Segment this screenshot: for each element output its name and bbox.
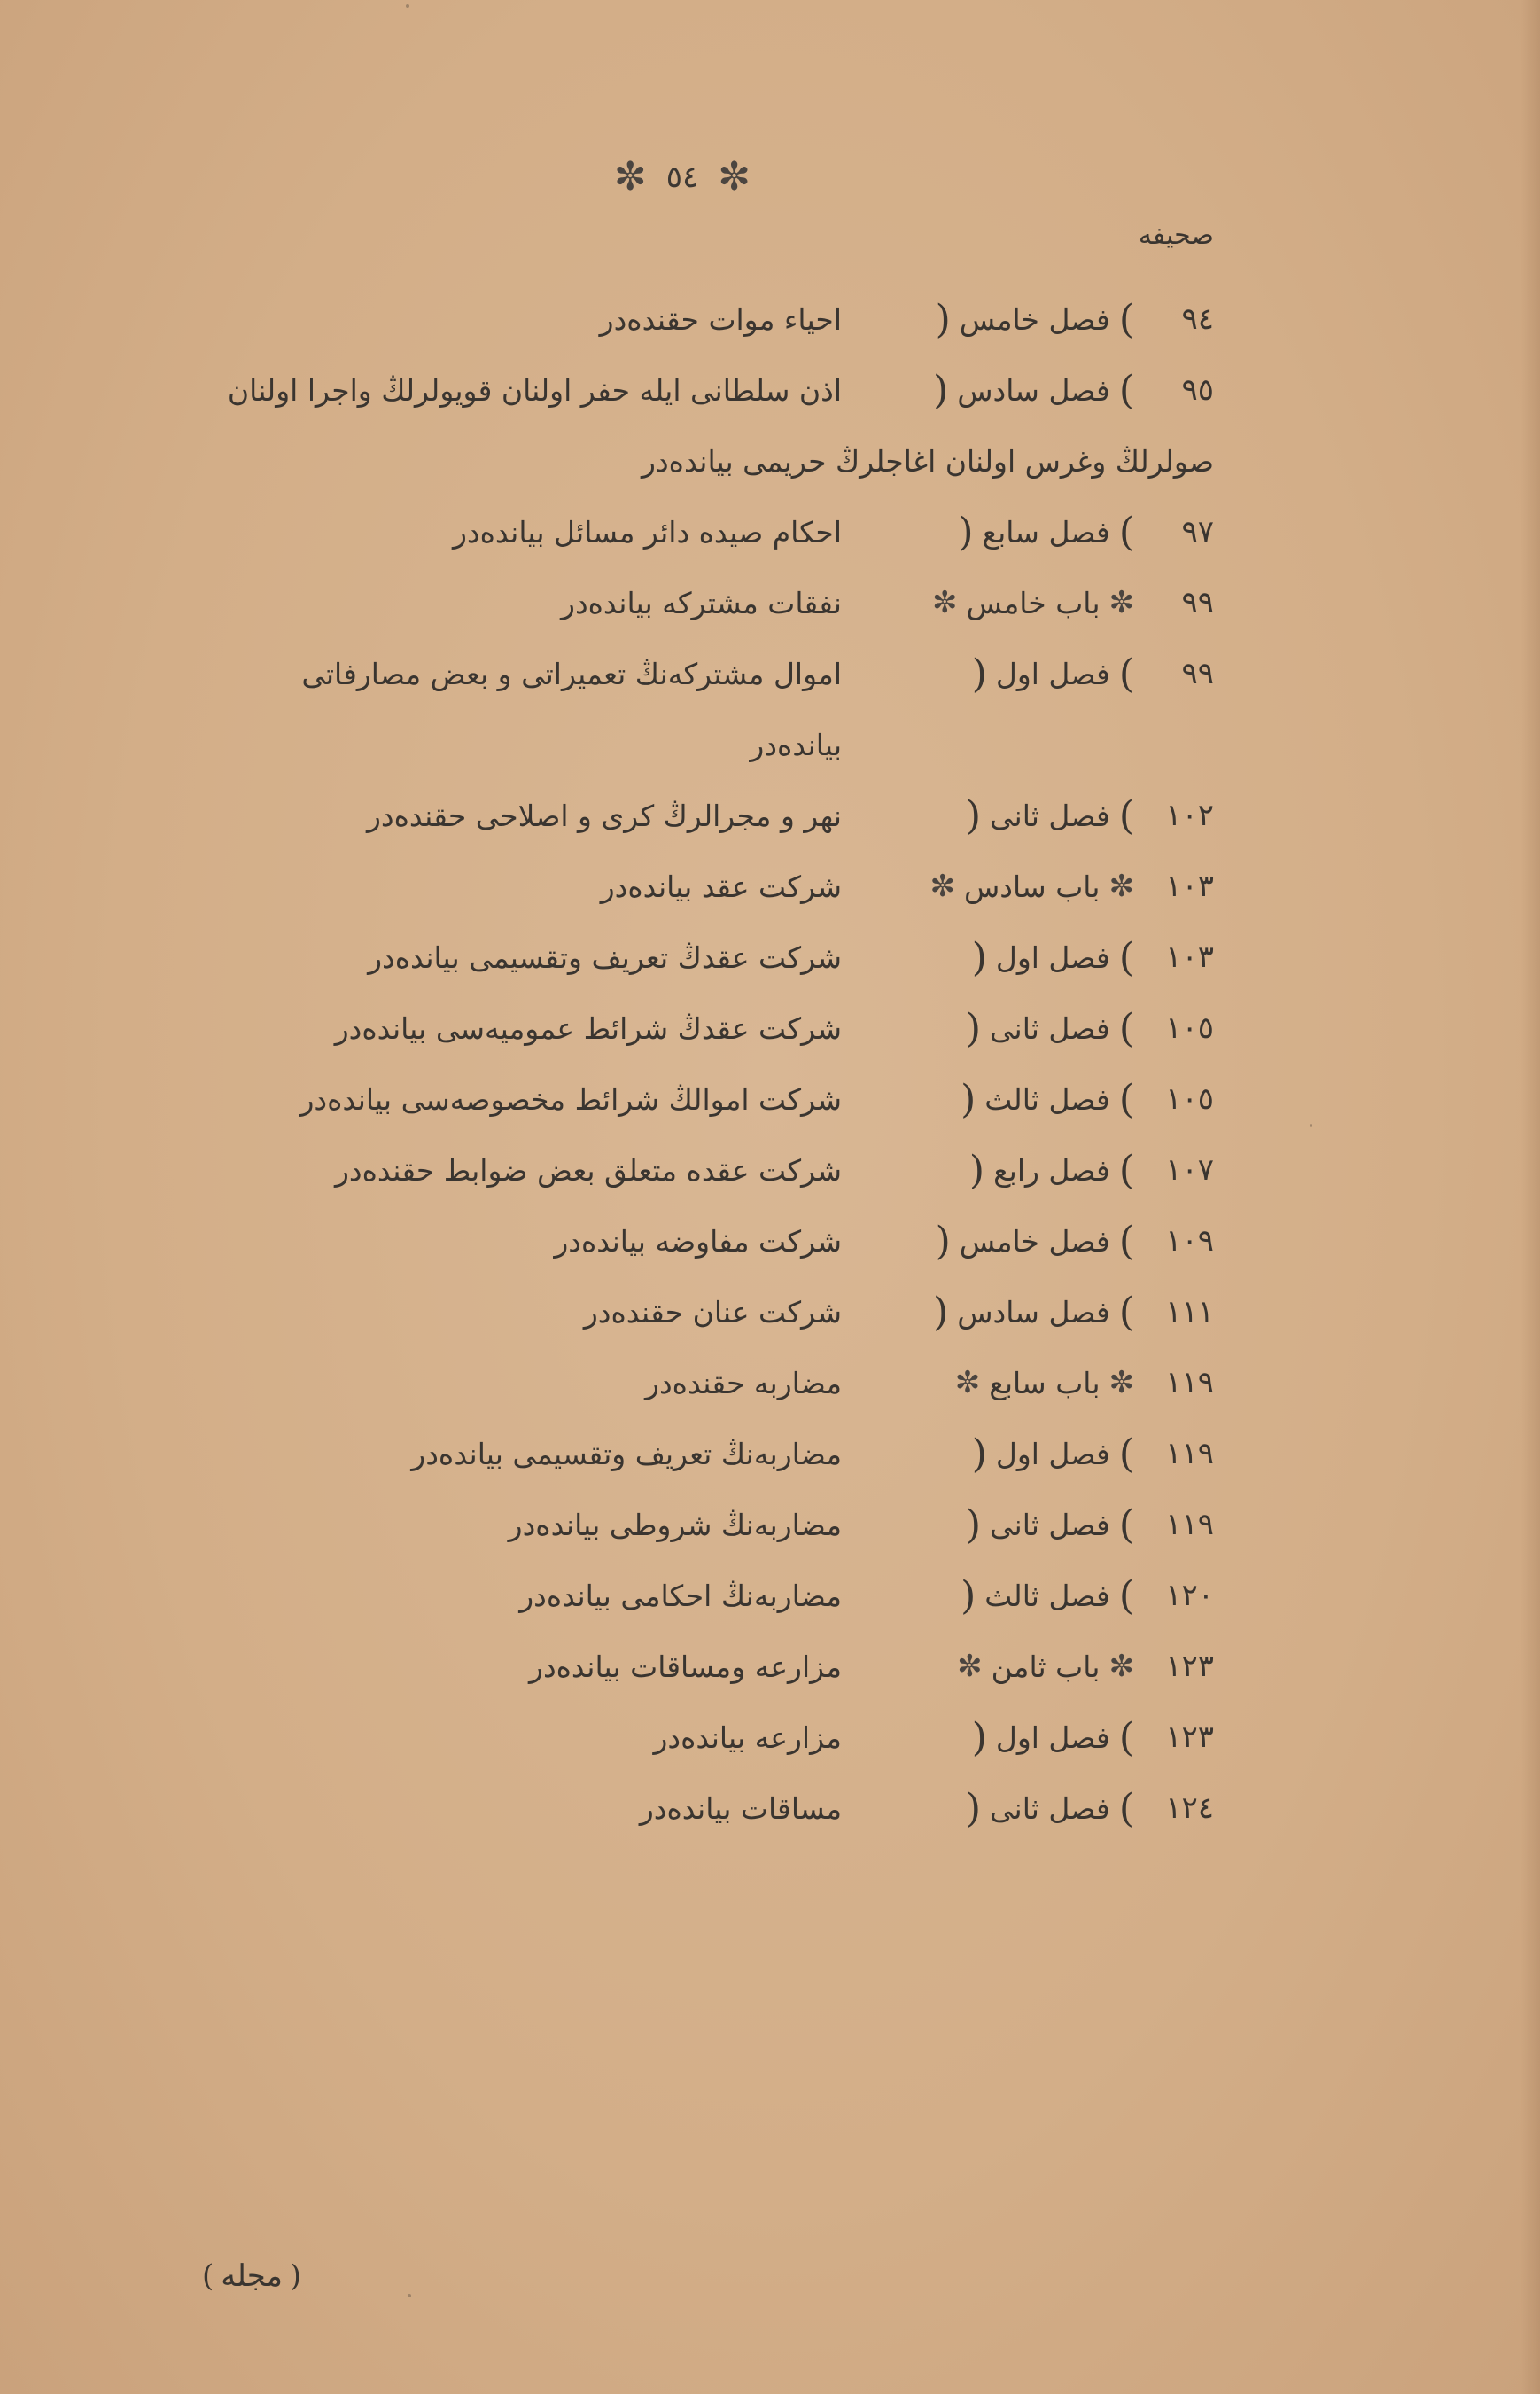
close-paren: ) [1118, 792, 1134, 838]
table-of-contents [151, 284, 1214, 1844]
toc-page-number: ١٠٩ [1165, 1223, 1214, 1259]
toc-description-continuation: بیانده‌در [750, 727, 842, 762]
label-text: فصل ثانی [990, 1507, 1110, 1542]
section-label [859, 1786, 1143, 1831]
toc-page-number: ١١٩ [1165, 1507, 1214, 1542]
toc-entry [151, 1702, 1214, 1773]
toc-description: اموال مشترکه‌نڭ تعمیراتی و بعض مصارفاتی [301, 656, 842, 691]
close-paren: ) [1118, 1005, 1134, 1051]
open-paren: ( [971, 651, 987, 697]
toc-page-number: ١٢٤ [1165, 1790, 1214, 1826]
open-paren: ( [958, 509, 974, 555]
section-label [859, 1573, 1143, 1618]
label-text: فصل ثانی [990, 1010, 1110, 1046]
open-paren: ( [965, 1005, 982, 1051]
toc-entry [151, 1276, 1214, 1347]
label-text: فصل اول [995, 940, 1110, 975]
close-paren: ) [1118, 1785, 1134, 1831]
label-text: فصل اول [995, 656, 1110, 691]
close-paren: ) [1118, 367, 1134, 413]
toc-page-number: ١٠٢ [1165, 798, 1214, 833]
open-paren: ( [961, 1076, 976, 1122]
paper-speck [406, 4, 409, 8]
flower-ornament-icon: ✼ [718, 154, 751, 199]
close-paren: ) [1118, 1147, 1134, 1193]
star-ornament-icon: ✼ [932, 585, 958, 620]
close-paren: ) [1118, 1431, 1134, 1477]
toc-description: شرکت عقد بیانده‌در [600, 869, 842, 904]
toc-description: شرکت عقده متعلق بعض ضوابط حقنده‌در [335, 1152, 842, 1188]
toc-description: نفقات مشترکه بیانده‌در [561, 585, 842, 620]
star-ornament-icon: ✼ [1108, 585, 1134, 620]
section-label [859, 935, 1143, 980]
section-label [859, 368, 1143, 413]
star-ornament-icon: ✼ [1108, 869, 1134, 904]
section-label [859, 1502, 1143, 1548]
toc-page-number: ١٠٥ [1165, 1081, 1214, 1117]
chapter-label [859, 1649, 1143, 1684]
toc-entry [151, 1631, 1214, 1702]
label-text: فصل سادس [957, 372, 1110, 408]
page-column-heading: صحیفه [1138, 220, 1214, 251]
star-ornament-icon: ✼ [1108, 1365, 1134, 1400]
open-paren: ( [965, 1501, 982, 1548]
toc-entry [151, 1418, 1214, 1489]
toc-page-number: ١١٩ [1165, 1436, 1214, 1471]
toc-entry [151, 993, 1214, 1064]
toc-description-continuation: صولرلڭ وغرس اولنان اغاجلرڭ حریمی بیانده‌در [642, 443, 1214, 479]
section-label [859, 1715, 1143, 1760]
close-paren: ) [1118, 1218, 1134, 1264]
label-text: باب خامس [966, 585, 1101, 620]
label-text: فصل سابع [982, 514, 1110, 550]
section-label [859, 1431, 1143, 1477]
toc-entry [151, 284, 1214, 355]
toc-page-number: ٩٩ [1181, 656, 1214, 691]
section-label [859, 510, 1143, 555]
page-edge-shadow [1521, 0, 1540, 2394]
toc-page-number: ١٢٣ [1165, 1719, 1214, 1755]
toc-description: مضاربه‌نڭ احکامی بیانده‌در [519, 1578, 842, 1613]
label-text: باب سابع [989, 1365, 1101, 1400]
label-text: فصل خامس [959, 1223, 1110, 1259]
toc-entry [151, 780, 1214, 851]
toc-description: مزارعه بیانده‌در [653, 1719, 842, 1755]
section-label [859, 1006, 1143, 1051]
section-label [859, 297, 1143, 342]
toc-entry [151, 355, 1214, 425]
open-paren: ( [971, 1714, 987, 1760]
toc-description: مضاربه‌نڭ تعریف وتقسیمی بیانده‌در [411, 1436, 842, 1471]
close-paren: ) [1118, 1289, 1134, 1335]
open-paren: ( [935, 296, 951, 342]
toc-page-number: ١٠٣ [1165, 869, 1214, 904]
open-paren: ( [933, 1289, 949, 1335]
open-paren: ( [965, 1785, 982, 1831]
toc-description: مضاربه حقنده‌در [645, 1365, 842, 1400]
signature-text: مجله [221, 2258, 283, 2294]
section-label [859, 1148, 1143, 1193]
toc-description: احیاء موات حقنده‌در [599, 301, 842, 337]
chapter-label [859, 869, 1143, 904]
toc-page-number: ١٢٣ [1165, 1649, 1214, 1684]
toc-entry [151, 638, 1214, 709]
flower-ornament-icon: ✼ [613, 154, 647, 199]
toc-description: احکام صیده دائر مسائل بیانده‌در [452, 514, 842, 550]
toc-entry [151, 496, 1214, 567]
toc-description: شرکت عقدڭ شرائط عمومیه‌سی بیانده‌در [334, 1010, 842, 1046]
toc-entry [151, 1205, 1214, 1276]
label-text: فصل اول [995, 1719, 1110, 1755]
label-text: باب سادس [964, 869, 1101, 904]
close-paren: ) [202, 2258, 214, 2294]
chapter-label [859, 1365, 1143, 1400]
paper-speck [1310, 1124, 1312, 1127]
open-paren: ( [961, 1572, 976, 1618]
toc-description: شرکت اموالڭ شرائط مخصوصه‌سی بیانده‌در [299, 1081, 842, 1117]
label-text: فصل اول [995, 1436, 1110, 1471]
toc-page-number: ١٠٣ [1165, 940, 1214, 975]
toc-description: شرکت عقدڭ تعریف وتقسیمی بیانده‌در [368, 940, 842, 975]
close-paren: ) [1118, 1076, 1134, 1122]
star-ornament-icon: ✼ [929, 869, 956, 904]
toc-page-number: ١٢٠ [1165, 1578, 1214, 1613]
toc-description: شرکت مفاوضه بیانده‌در [554, 1223, 842, 1259]
section-label [859, 1077, 1143, 1122]
toc-entry [151, 567, 1214, 638]
toc-entry [151, 1489, 1214, 1560]
toc-description: نهر و مجرالرڭ کری و اصلاحی حقنده‌در [366, 798, 842, 833]
toc-entry [151, 1347, 1214, 1418]
open-paren: ( [968, 1147, 985, 1193]
toc-entry [151, 1560, 1214, 1631]
label-text: فصل ثانی [990, 1790, 1110, 1826]
label-text: فصل ثانی [990, 798, 1110, 833]
close-paren: ) [1118, 1572, 1134, 1618]
toc-description: شرکت عنان حقنده‌در [583, 1294, 842, 1330]
section-label [859, 793, 1143, 838]
toc-page-number: ١١٩ [1165, 1365, 1214, 1400]
toc-description: مضاربه‌نڭ شروطی بیانده‌در [508, 1507, 842, 1542]
toc-entry [151, 1773, 1214, 1844]
close-paren: ) [1118, 651, 1134, 697]
label-text: باب ثامن [991, 1649, 1101, 1684]
toc-page-number: ٩٩ [1181, 585, 1214, 620]
label-text: فصل ثالث [984, 1081, 1110, 1117]
page-header [585, 146, 780, 208]
star-ornament-icon: ✼ [957, 1649, 983, 1684]
open-paren: ( [971, 934, 987, 980]
toc-page-number: ١١١ [1165, 1294, 1214, 1330]
toc-page-number: ١٠٧ [1165, 1152, 1214, 1188]
toc-description: مزارعه ومساقات بیانده‌در [529, 1649, 842, 1684]
close-paren: ) [1118, 509, 1134, 555]
toc-description: مساقات بیانده‌در [639, 1790, 842, 1826]
star-ornament-icon: ✼ [954, 1365, 981, 1400]
label-text: فصل سادس [957, 1294, 1110, 1330]
section-label [859, 651, 1143, 697]
close-paren: ) [1118, 1714, 1134, 1760]
star-ornament-icon: ✼ [1108, 1649, 1134, 1684]
close-paren: ) [1118, 1501, 1134, 1548]
label-text: فصل رابع [993, 1152, 1110, 1188]
toc-entry [151, 1135, 1214, 1205]
toc-page-number: ٩٤ [1181, 301, 1214, 337]
close-paren: ) [1118, 296, 1134, 342]
paper-speck [408, 2294, 411, 2297]
footer-signature [202, 2258, 301, 2294]
toc-entry [151, 1064, 1214, 1135]
toc-description: اذن سلطانی ایله حفر اولنان قویولرلڭ واجرا اولنان [227, 372, 842, 408]
page-number: ٥٤ [665, 160, 699, 195]
label-text: فصل ثالث [984, 1578, 1110, 1613]
toc-page-number: ١٠٥ [1165, 1010, 1214, 1046]
section-label [859, 1290, 1143, 1335]
toc-entry [151, 922, 1214, 993]
close-paren: ) [1118, 934, 1134, 980]
open-paren: ( [933, 367, 949, 413]
section-label [859, 1219, 1143, 1264]
open-paren: ( [971, 1431, 987, 1477]
toc-page-number: ٩٧ [1181, 514, 1214, 550]
open-paren: ( [965, 792, 982, 838]
chapter-label [859, 585, 1143, 620]
label-text: فصل خامس [959, 301, 1110, 337]
open-paren: ( [289, 2258, 302, 2294]
toc-page-number: ٩٥ [1181, 372, 1214, 408]
open-paren: ( [935, 1218, 951, 1264]
toc-entry [151, 851, 1214, 922]
